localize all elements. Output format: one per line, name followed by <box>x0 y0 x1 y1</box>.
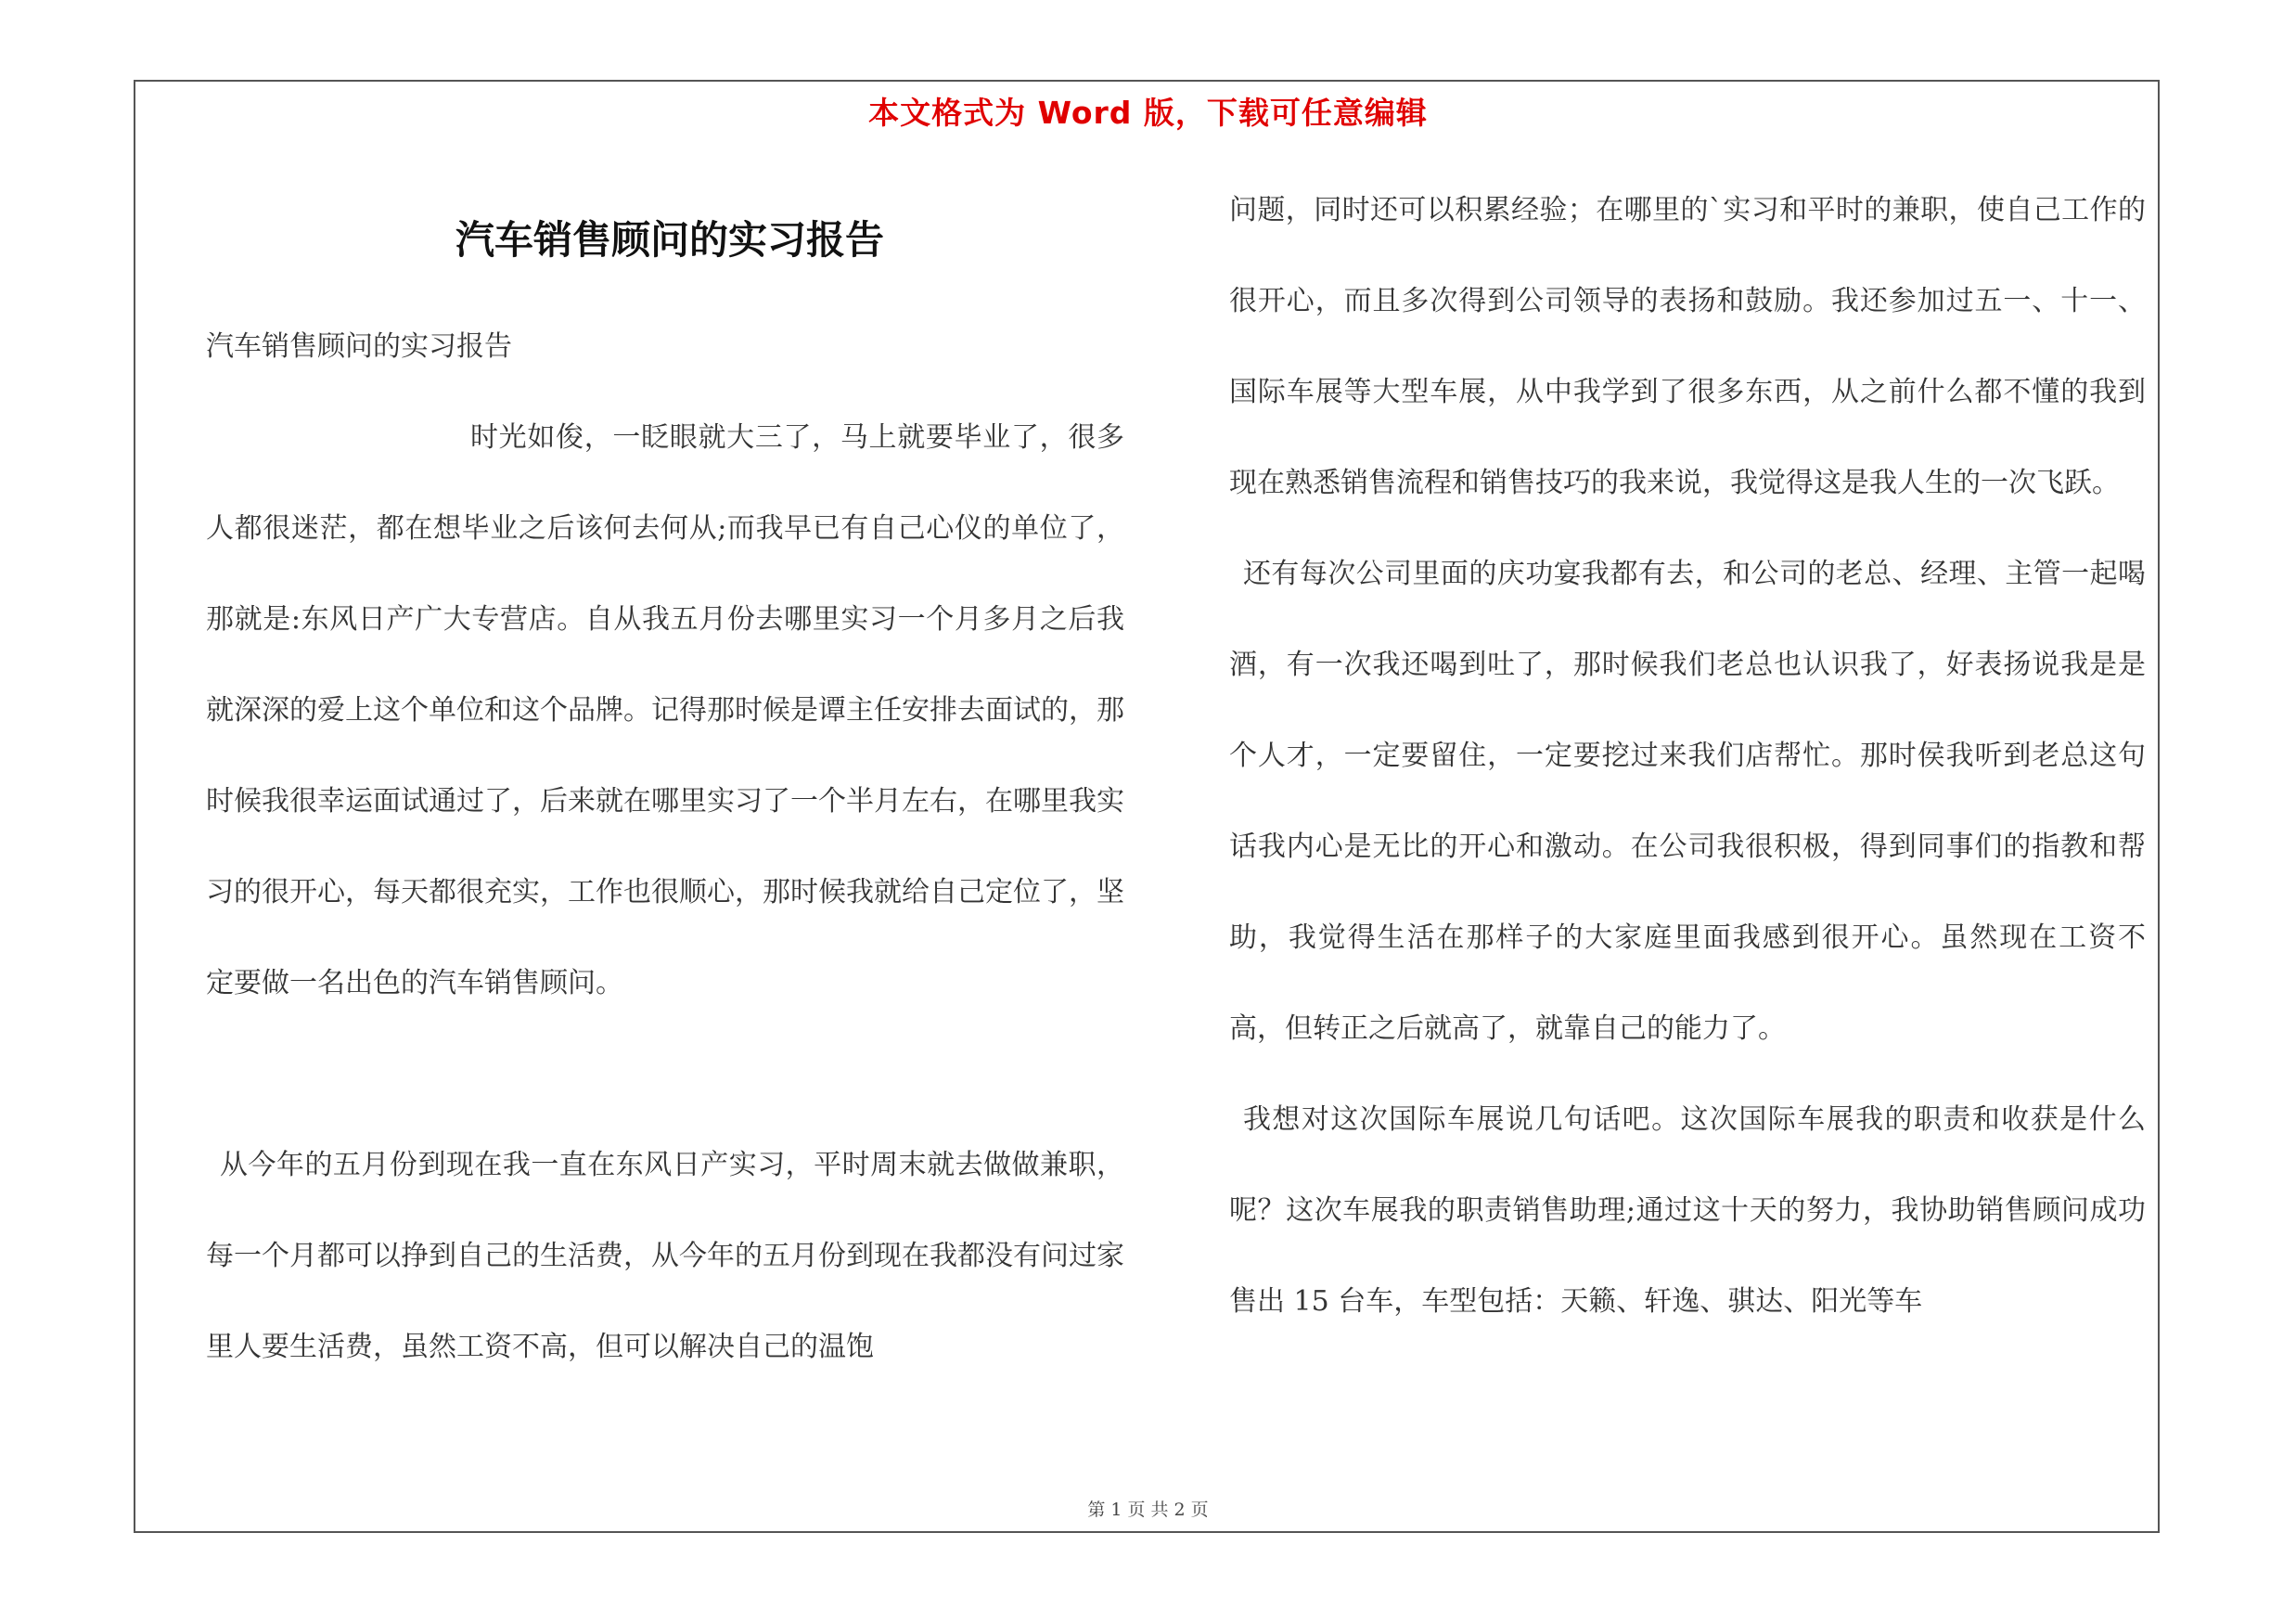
paragraph: 我想对这次国际车展说几句话吧。这次国际车展我的职责和收获是什么呢？这次车展我的职责销售助理;通过这十天的努力，我协助销售顾问成功售出 15 台车，车型包括：天籁、轩逸、骐达、阳光等车 <box>1229 1103 2146 1318</box>
document-title: 汽车销售顾问的实习报告 <box>455 217 884 263</box>
paragraph: 问题，同时还可以积累经验；在哪里的`实习和平时的兼职，使自己工作的很开心，而且多次得到公司领导的表扬和鼓励。我还参加过五一、十一、国际车展等大型车展，从中我学到了很多东西，从之前什么都不懂的我到现在熟悉销售流程和销售技巧的我来说，我觉得这是我人生的一次飞跃。 <box>1229 194 2146 499</box>
page-number-footer: 第 1 页 共 2 页 <box>1087 1500 1209 1520</box>
paragraph: 还有每次公司里面的庆功宴我都有去，和公司的老总、经理、主管一起喝酒，有一次我还喝到吐了，那时候我们老总也认识我了，好表扬说我是是个人才，一定要留住，一定要挖过来我们店帮忙。那时侯我听到老总这句话我内心是无比的开心和激动。在公司我很积极，得到同事们的指教和帮助，我觉得生活在那样子的大家庭里面我感到很开心。虽然现在工资不高，但转正之后就高了，就靠自己的能力了。 <box>1229 558 2146 1045</box>
paragraph-gap <box>206 1029 1124 1120</box>
left-column <box>206 302 1124 1393</box>
paragraph: 时光如俊，一眨眼就大三了，马上就要毕业了，很多人都很迷茫，都在想毕业之后该何去何从;而我早已有自己心仪的单位了，那就是:东风日产广大专营店。自从我五月份去哪里实习一个月多月之后我就深深的爱上这个单位和这个品牌。记得那时候是谭主任安排去面试的，那时候我很幸运面试通过了，后来就在哪里实习了一个半月左右，在哪里我实习的很开心，每天都很充实，工作也很顺心，那时候我就给自己定位了，坚定要做一名出色的汽车销售顾问。 <box>206 421 1124 999</box>
paragraph: 从今年的五月份到现在我一直在东风日产实习，平时周末就去做做兼职，每一个月都可以挣到自己的生活费，从今年的五月份到现在我都没有问过家里人要生活费，虽然工资不高，但可以解决自己的温饱 <box>206 1149 1124 1363</box>
format-banner: 本文格式为 Word 版，下载可任意编辑 <box>868 95 1428 131</box>
right-column <box>1229 165 2146 1347</box>
subtitle: 汽车销售顾问的实习报告 <box>206 330 512 363</box>
